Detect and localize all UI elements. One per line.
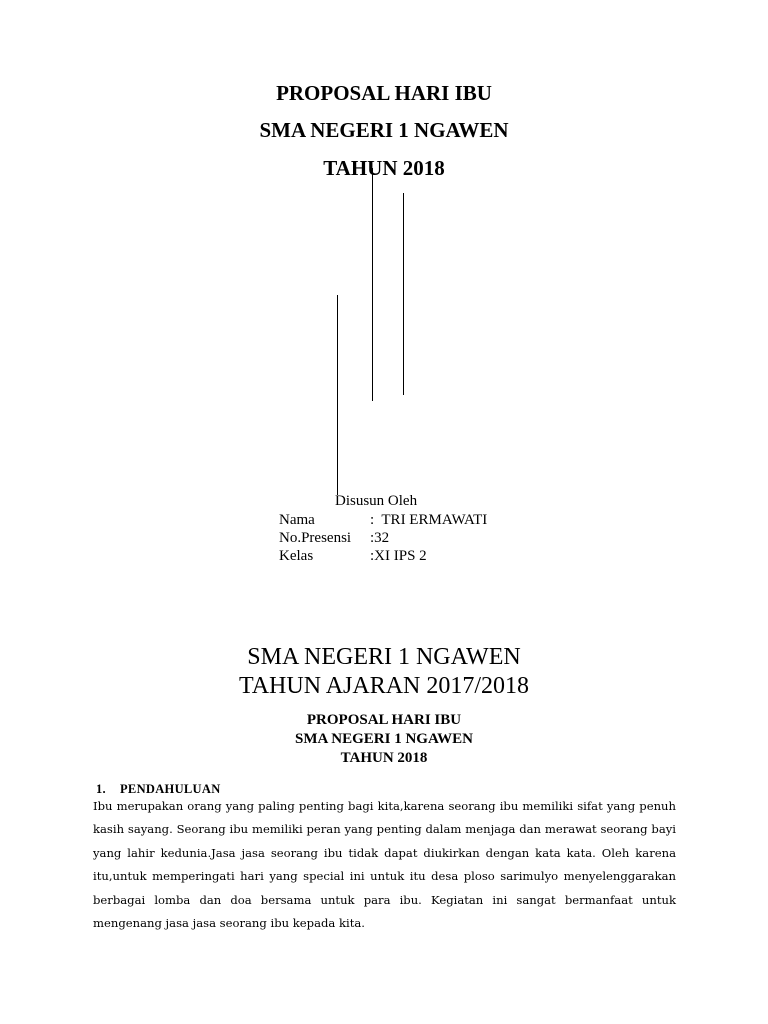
vertical-rule-right <box>403 193 404 395</box>
proposal-title-line3: TAHUN 2018 <box>340 750 428 766</box>
vertical-rule-left <box>337 295 338 495</box>
section-heading <box>96 783 221 796</box>
author-kelas-label: Kelas <box>279 548 314 564</box>
author-name-label: Nama <box>279 512 315 528</box>
author-heading: Disusun Oleh <box>335 493 418 509</box>
author-name-value: : TRI ERMAWATI <box>370 512 488 528</box>
cover-title-line2: SMA NEGERI 1 NGAWEN <box>259 118 509 142</box>
section-paragraph: Ibu merupakan orang yang paling penting bagi kita,karena seorang ibu memiliki sifat yang penuh kasih sayang. Seorang ibu memiliki peran yang penting dalam menjaga dan merawat seorang bayi yang lahir kedunia.Jasa jasa seorang ibu tidak dapat diukirkan dengan kata kata. Oleh karena itu,untuk memperingati hari yang special ini untuk itu desa ploso sarimulyo menyelenggarakan berbagai lomba dan doa bersama untuk para ibu. Kegiatan ini sangat bermanfaat untuk mengenang jasa jasa seorang ibu kepada kita. <box>93 799 676 931</box>
author-kelas-value: :XI IPS 2 <box>370 548 427 564</box>
author-presensi-label: No.Presensi <box>279 530 352 546</box>
vertical-rule-center <box>372 168 373 401</box>
section-title: PENDAHULUAN <box>120 782 221 796</box>
proposal-title-line1: PROPOSAL HARI IBU <box>306 712 462 728</box>
school-name: SMA NEGERI 1 NGAWEN <box>247 644 521 670</box>
proposal-title-line2: SMA NEGERI 1 NGAWEN <box>295 731 473 747</box>
cover-title-line3: TAHUN 2018 <box>323 156 445 180</box>
author-presensi-value: :32 <box>370 530 390 546</box>
section-number: 1. <box>96 782 106 796</box>
cover-title-line1: PROPOSAL HARI IBU <box>276 81 492 105</box>
school-year: TAHUN AJARAN 2017/2018 <box>238 673 530 699</box>
